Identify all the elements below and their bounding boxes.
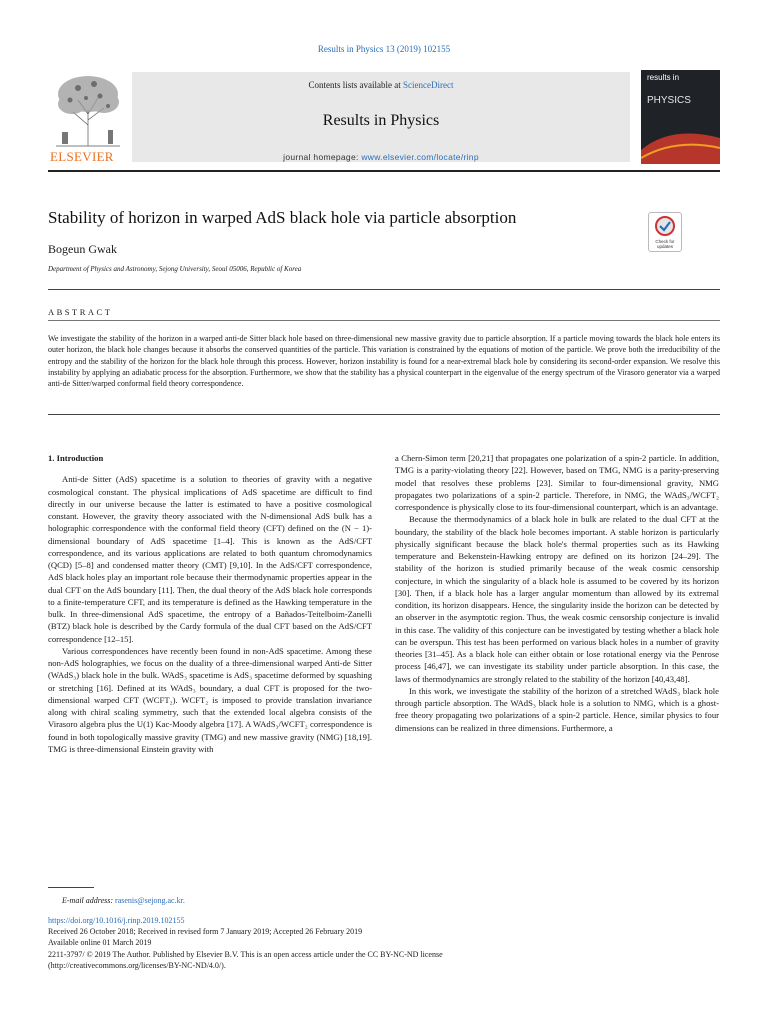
body-column-left [48, 452, 372, 755]
homepage-link[interactable]: www.elsevier.com/locate/rinp [361, 152, 479, 162]
author-email: E-mail address: rasenis@sejong.ac.kr. [62, 896, 185, 905]
publication-info [48, 915, 720, 971]
body-paragraph: Because the thermodynamics of a black hole in bulk are related to the dual CFT at the boundary, the stability of the black hole becomes important. A stable horizon is particularly physically significant because the black hole's thermal properties such as its Hawking temperature and Bekenstein-Hawking entropy are defined on its horizon [24–29]. The stability of the horizon is studied primarily because of the weak cosmic censorship conjecture, in which the singularity of a black hole is assumed to be covered by its horizon [30]. Then, if a black hole has a larger angular momentum than allowed by its extremal condition, its horizon disappears. Hence, the singularity inside the horizon can be detected by an observer in the asymptotic region. Thus, the weak cosmic censorship conjecture is invalid in this case. The validity of this conjecture can be investigated by testing whether a black hole can be overspun. This test has been performed on various black holes in a number of gravity theories [31–45]. As a black hole can either obtain or lose rotational energy via the Penrose process [46,47], we can investigate its stability under particle absorption. In this case, the laws of thermodynamics are strongly related to the stability of the horizon [40,43,48]. [395, 514, 719, 684]
abstract-heading: ABSTRACT [48, 307, 113, 317]
header-divider [48, 289, 720, 290]
received-dates: Received 26 October 2018; Received in revised form 7 January 2019; Accepted 26 February 2019 [48, 927, 363, 937]
check-for-updates-badge[interactable] [648, 212, 682, 252]
body-paragraph: Various correspondences have recently been found in non-AdS spacetime. Among these non-AdS holographies, we focus on the duality of a three-dimensional warped Anti-de Sitter (WAdS₃) black hole in the bulk. WAdS₃ spacetime is AdS₃ spacetime deformed by squashing or stretching [16]. Defined at its WAdS₃ boundary, a dual CFT is proposed for the two-dimensional warped CFT (WCFT₂). WCFT₂ is imposed to provide translation invariance along with chiral scaling symmetry, such that the extended local algebra consists of the Virasoro algebra plus the U(1) Kac-Moody algebra [17]. A WAdS₃/WCFT₂ correspondence is found in both topologically massive gravity (TMG) and new massive gravity (NMG) [18,19]. TMG is three-dimensional Einstein gravity with [48, 645, 372, 754]
license-url[interactable]: (http://creativecommons.org/licenses/BY-NC-ND/4.0/). [48, 960, 226, 970]
elsevier-tree-icon[interactable] [48, 70, 128, 164]
check-for-updates-icon [649, 213, 681, 241]
journal-reference[interactable]: Results in Physics 13 (2019) 102155 [317, 44, 451, 54]
sciencedirect-link[interactable]: ScienceDirect [403, 80, 454, 90]
journal-cover-image[interactable] [641, 70, 720, 164]
masthead-rule [48, 170, 720, 172]
section-heading: 1. Introduction [48, 453, 104, 463]
cover-swoosh-icon [641, 120, 720, 164]
masthead [48, 70, 720, 164]
contents-line: Contents lists available at ScienceDirect [308, 80, 454, 90]
available-online: Available online 01 March 2019 [48, 938, 152, 948]
footnote-rule [48, 887, 94, 888]
cover-title-line2: PHYSICS [647, 95, 691, 106]
doi-link[interactable]: https://doi.org/10.1016/j.rinp.2019.102155 [48, 916, 185, 925]
body-paragraph: a Chern-Simon term [20,21] that propagates one polarization of a spin-2 particle. In addition, TMG is a parity-violating theory [22]. However, based on TMG, NMG is a parity-preserving model that resolves these problems [23]. Similar to four-dimensional gravity, NMG propagates two polarizations of a spin-2 particle. Therefore, in NMG, the WAdS₃/WCFT₂ correspondence is physically close to its four-dimensional counterpart, which is an advantage. [395, 453, 719, 512]
publisher-logo-text: ELSEVIER [50, 149, 114, 164]
abstract-end-rule [48, 414, 720, 415]
body-paragraph: In this work, we investigate the stability of the horizon of a stretched WAdS₃ black hole through particle absorption. The WAdS₃ black hole is a solution to NMG, which is a ghost-free theory propagating two polarizations of a spin-2 particle. Hence, similar physics to four dimensions can be realized in three dimensions. Furthermore, a [395, 685, 719, 733]
author-affiliation: Department of Physics and Astronomy, Sejong University, Seoul 05006, Republic of Korea [48, 265, 302, 273]
body-paragraph: Anti-de Sitter (AdS) spacetime is a solution to theories of gravity with a negative cosmological constant. The physical implications of AdS spacetime are difficult to find directly in our universe because the latter is estimated to have a positive cosmological constant. However, the gravity theory associated with the N-dimensional AdS bulk has a holographic correspondence with the conformal field theory (CFT) defined on the (N − 1)-dimensional boundary of AdS spacetime [1–4]. This is known as the AdS/CFT correspondence, and its various applications are related to both quantum chromodynamics (QCD) [5–8] and condensed matter theory (CMT) [9,10]. In the AdS/CFT correspondence, AdS black holes play an important role because their thermodynamic properties appear in the dual CFT on the AdS boundary [11]. Then, the dual theory of the AdS black hole corresponds to a finite-temperature CFT, and its temperature is defined as the Hawking temperature in the bulk. In three-dimensional AdS spacetime, the entropy of a Bañados-Teitelboim-Zanelli (BTZ) black hole is described by the Cardy formula of the dual CFT based on the AdS/CFT correspondence [12–15]. [48, 474, 372, 644]
abstract-divider [48, 320, 720, 321]
abstract-text: We investigate the stability of the horizon in a warped anti-de Sitter black hole based on three-dimensional new massive gravity due to particle absorption. If a particle moving towards the black hole enters its outer horizon, the black hole changes because it absorbs the conserved quantities of the particle. This variation is constrained by the equations of motion of the particle. We prove both the irreducibility of the entropy and the stability of the horizon for the black hole through this process. However, horizon instability is found for a near-extremal black hole by considering its second-order expansion. We resolve this instability by applying an adiabatic process for the absorption. Furthermore, we show that the stability has a physical counterpart in the eigenvalue of the energy spectrum of the Virasoro generator via a warped anti-de Sitter/warped conformal field theory correspondence. [48, 334, 720, 389]
cover-title-line1: results in [647, 73, 680, 82]
journal-name: Results in Physics [322, 112, 440, 129]
check-badge-label: Check for updates [655, 239, 675, 249]
email-link[interactable]: rasenis@sejong.ac.kr. [115, 896, 185, 905]
copyright-line: 2211-3797/ © 2019 The Author. Published by Elsevier B.V. This is an open access article under the CC BY-NC-ND license [48, 949, 443, 959]
journal-banner [132, 72, 630, 162]
article-title: Stability of horizon in warped AdS black hole via particle absorption [48, 208, 517, 227]
author-name: Bogeun Gwak [48, 242, 117, 256]
journal-homepage: journal homepage: www.elsevier.com/locate/rinp [283, 152, 479, 162]
body-column-right [395, 452, 719, 734]
